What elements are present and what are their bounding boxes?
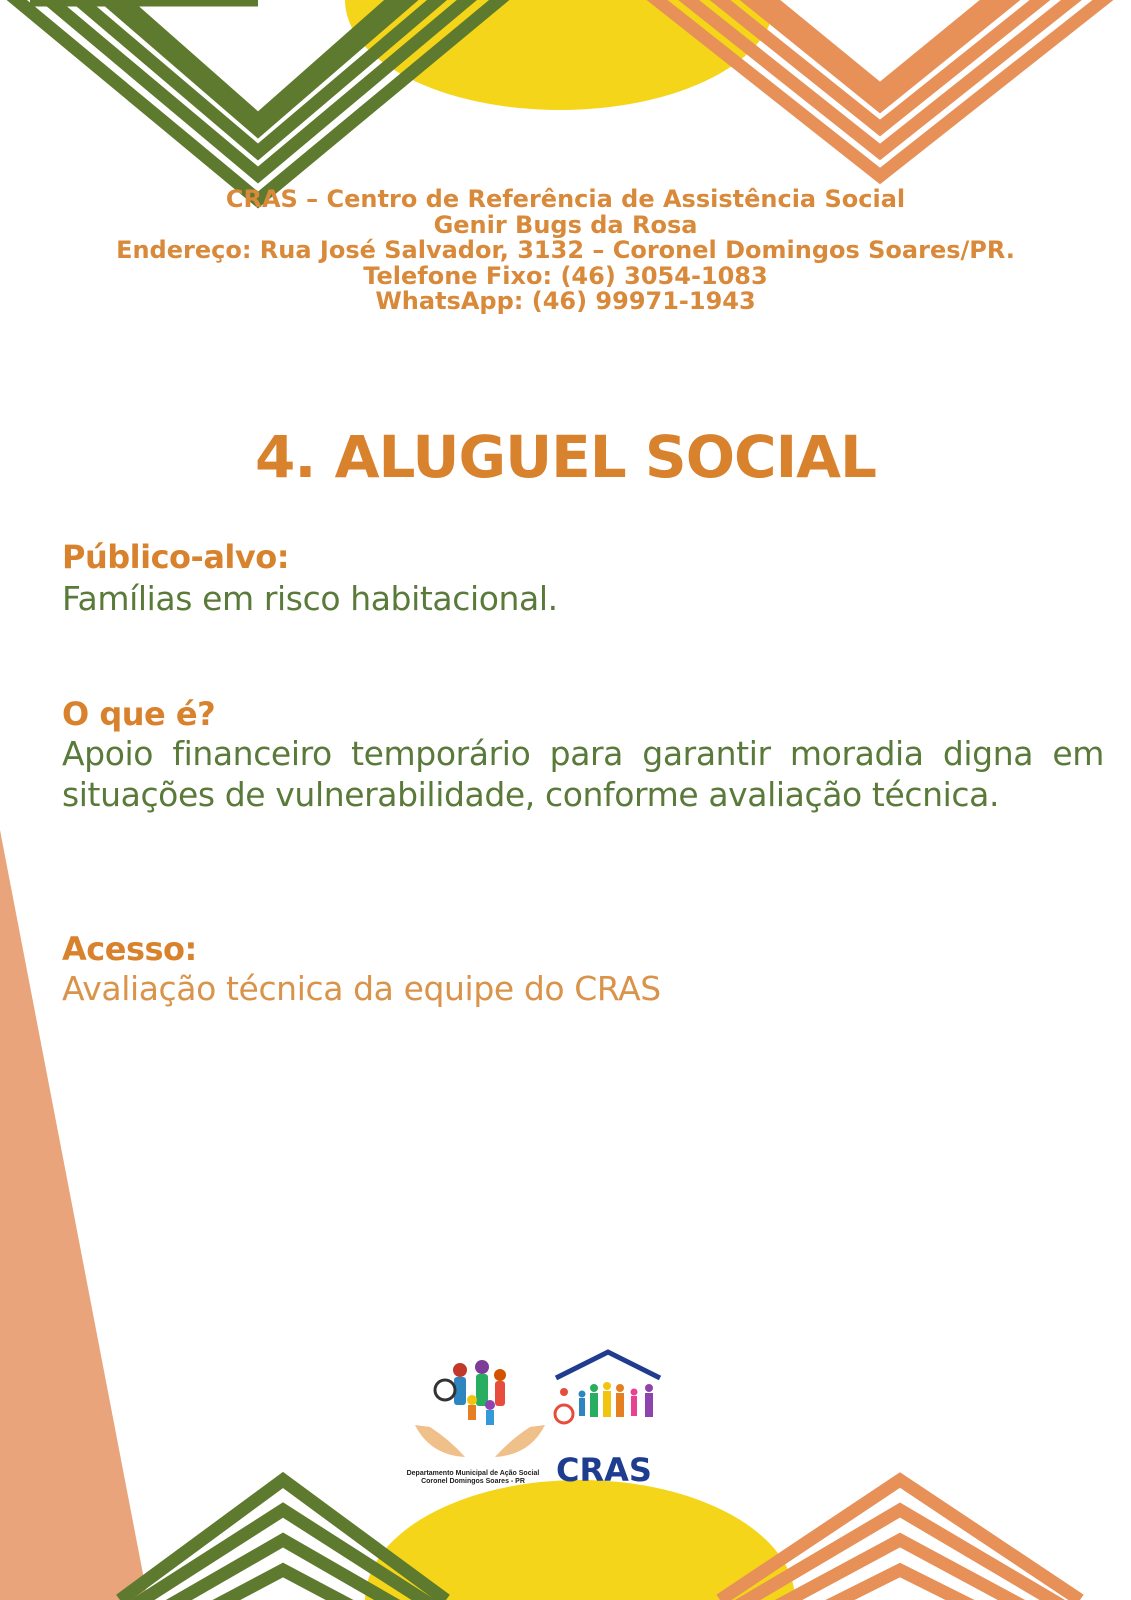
cras-header <box>0 187 1131 315</box>
section-body-acesso: Avaliação técnica da equipe do CRAS <box>62 969 661 1008</box>
department-logo <box>410 1355 550 1470</box>
section-label-o-que-e: O que é? <box>62 695 216 733</box>
department-caption-line1: Departamento Municipal de Ação Social <box>406 1470 540 1477</box>
header-address: Endereço: Rua José Salvador, 3132 – Coronel Domingos Soares/PR. <box>116 236 1015 264</box>
section-label-acesso: Acesso: <box>62 930 197 968</box>
header-phone: Telefone Fixo: (46) 3054-1083 <box>363 261 768 290</box>
header-org-name: CRAS – Centro de Referência de Assistência Social <box>225 185 906 213</box>
department-caption-line2: Coronel Domingos Soares - PR <box>421 1478 525 1485</box>
page-title: 4. ALUGUEL SOCIAL <box>255 423 876 491</box>
header-unit-name: Genir Bugs da Rosa <box>433 210 698 239</box>
cras-logo-text: CRAS <box>556 1451 652 1489</box>
cras-logo <box>552 1348 664 1428</box>
section-body-publico-alvo: Famílias em risco habitacional. <box>62 579 558 618</box>
header-whatsapp: WhatsApp: (46) 99971-1943 <box>375 287 756 315</box>
department-caption <box>393 1470 553 1486</box>
section-body-o-que-e: Apoio financeiro temporário para garantir moradia digna em situações de vulnerabilidade, conforme avaliação técnica. <box>62 734 1104 814</box>
section-label-publico-alvo: Público-alvo: <box>62 538 290 576</box>
